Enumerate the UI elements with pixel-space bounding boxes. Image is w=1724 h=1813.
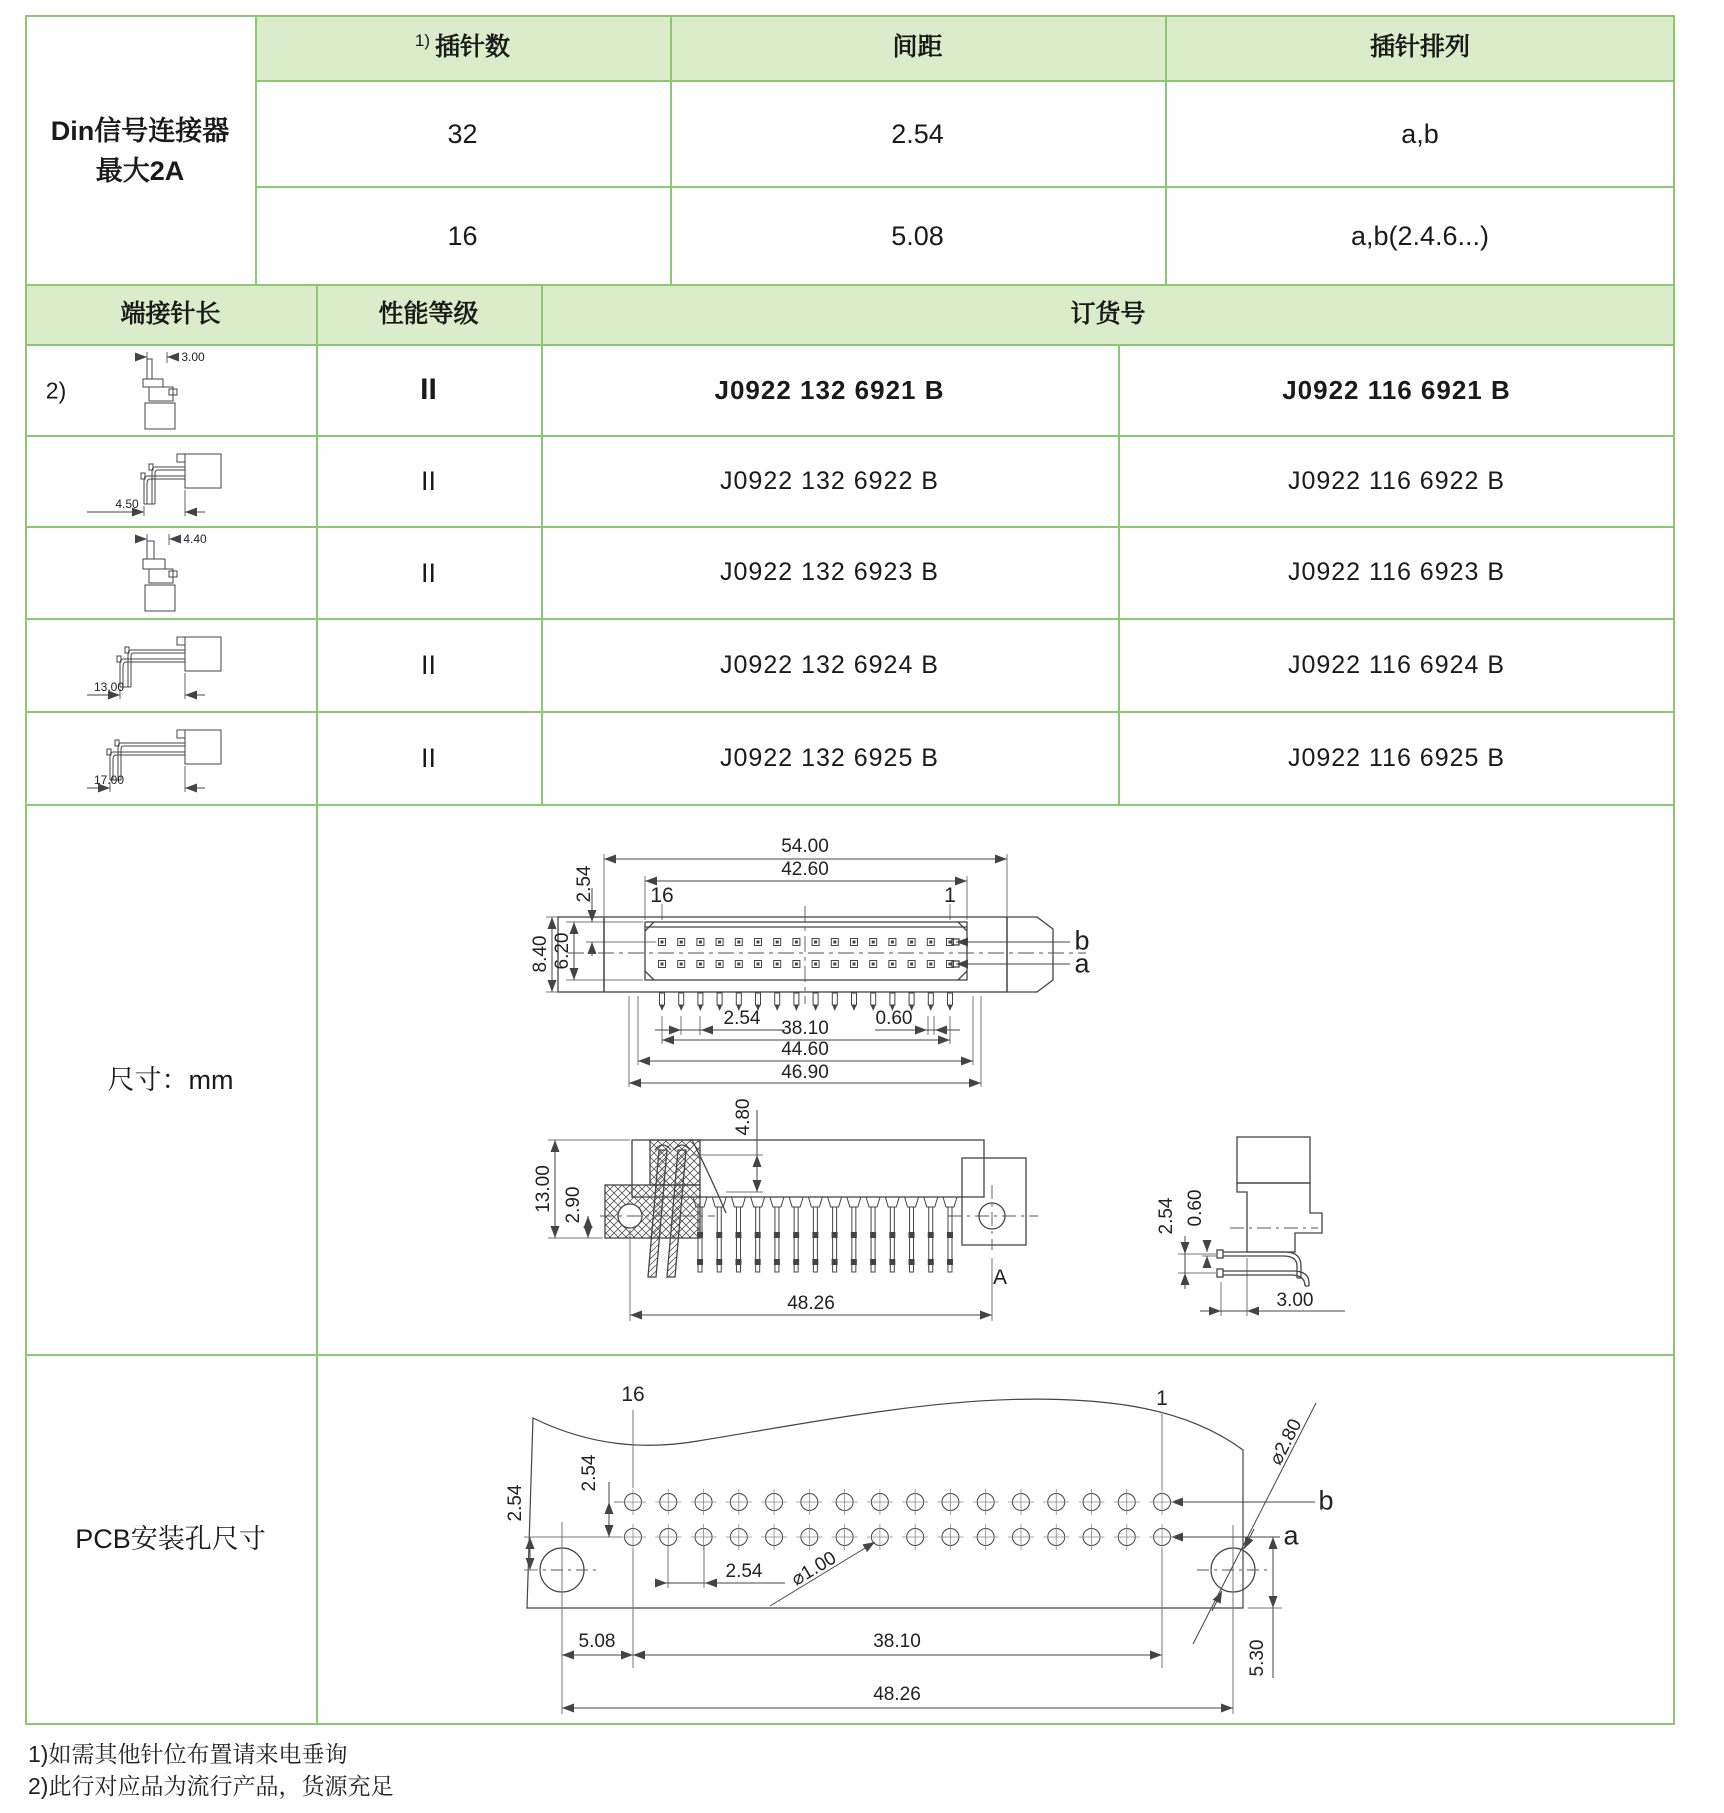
pin-length-drawing-angle-13mm bbox=[85, 623, 255, 707]
pcb-row-a-label: a bbox=[1283, 1520, 1299, 1551]
side-body bbox=[605, 1140, 1026, 1277]
dim-2.54-pitch-label: 2.54 bbox=[725, 1561, 763, 1582]
front-body bbox=[558, 917, 1053, 992]
front-view-drawing bbox=[530, 830, 1110, 1110]
table1-row1-arrangement: a,b bbox=[1401, 118, 1439, 149]
dim-13-label: 13.00 bbox=[533, 1165, 554, 1213]
dim-2.9-label: 2.90 bbox=[563, 1186, 584, 1224]
table1-row1-pins: 32 bbox=[447, 118, 478, 149]
table1-row2-pitch: 5.08 bbox=[891, 220, 944, 251]
mini-dim-label: 17.00 bbox=[93, 773, 125, 787]
dim-44.6-label: 44.60 bbox=[781, 1039, 829, 1060]
dim-dia1-label: ⌀1.00 bbox=[787, 1547, 841, 1591]
order-16-cell: J0922 116 6925 B bbox=[1287, 743, 1506, 772]
product-name-line1: Din信号连接器 bbox=[50, 115, 230, 146]
pin-length-drawing-vertical-3mm bbox=[85, 349, 255, 433]
table2-header-grade bbox=[316, 286, 541, 344]
side-view-drawing bbox=[530, 1085, 1110, 1350]
row1-footnote-marker: 2) bbox=[45, 377, 67, 404]
order-32-cell: J0922 132 6922 B bbox=[720, 466, 939, 495]
right-angle-view-drawing bbox=[1150, 1090, 1420, 1335]
dim-2.54-top-label: 2.54 bbox=[574, 865, 595, 903]
dim-54-label: 54.00 bbox=[781, 836, 829, 857]
order-16-cell: J0922 116 6924 B bbox=[1287, 650, 1506, 679]
dim-0.6-label: 0.60 bbox=[875, 1008, 913, 1029]
row-a-label: a bbox=[1074, 948, 1090, 979]
pin16-label: 16 bbox=[650, 884, 674, 907]
angle-body bbox=[1217, 1137, 1322, 1286]
mini-dim-label: 4.40 bbox=[183, 532, 207, 546]
front-centerlines bbox=[568, 906, 1086, 1004]
order-32-cell: J0922 132 6925 B bbox=[720, 743, 939, 772]
dim-2.54-pitch-label: 2.54 bbox=[723, 1008, 761, 1029]
dimensions-section-label: 尺寸：mm bbox=[107, 1064, 234, 1095]
dim-2.54-row-label: 2.54 bbox=[579, 1454, 600, 1492]
section-a-label: A bbox=[992, 1266, 1008, 1289]
angle-extension-lines bbox=[1178, 1254, 1247, 1316]
dim-46.9-label: 46.90 bbox=[781, 1062, 829, 1083]
pin-length-drawing-angle-4.5mm bbox=[85, 440, 255, 524]
grade-cell: II bbox=[420, 743, 436, 774]
pcb-dimension-lines bbox=[530, 1403, 1316, 1708]
dim-48.26-label: 48.26 bbox=[787, 1293, 835, 1314]
mini-dim-label: 4.50 bbox=[115, 497, 139, 511]
dim-3-label: 3.00 bbox=[1276, 1290, 1314, 1311]
dim-4.8-label: 4.80 bbox=[733, 1098, 754, 1136]
pin1-label: 1 bbox=[944, 884, 956, 907]
pcb-section-label: PCB安装孔尺寸 bbox=[75, 1524, 266, 1555]
pcb-pin1-label: 1 bbox=[1156, 1387, 1168, 1410]
pcb-board-outline bbox=[527, 1399, 1255, 1608]
pcb-row-b-label: b bbox=[1318, 1485, 1334, 1516]
table1-header-pins bbox=[255, 15, 670, 80]
pcb-pin16-label: 16 bbox=[621, 1383, 645, 1406]
dim-6.2-label: 6.20 bbox=[552, 932, 573, 970]
table1-header-arrangement bbox=[1165, 15, 1675, 80]
grade-cell: II bbox=[420, 650, 436, 681]
front-pin-array bbox=[659, 939, 954, 1012]
grade-cell: II bbox=[420, 557, 436, 588]
header-pitch-label: 间距 bbox=[892, 32, 943, 61]
dim-2.54-label: 2.54 bbox=[1156, 1197, 1177, 1235]
footnote-2: 2)此行对应品为流行产品，货源充足 bbox=[28, 1773, 394, 1799]
table1-row1-pitch: 2.54 bbox=[891, 118, 944, 149]
header-order-no-label: 订货号 bbox=[1070, 300, 1146, 329]
order-16-cell: J0922 116 6922 B bbox=[1287, 466, 1506, 495]
table2-header-order-no bbox=[541, 286, 1675, 344]
pcb-extension-lines bbox=[524, 1410, 1282, 1714]
order-16-cell: J0922 116 6921 B bbox=[1282, 374, 1511, 405]
dim-2.54-left-label: 2.54 bbox=[505, 1484, 526, 1522]
product-name-cell bbox=[25, 15, 255, 286]
dim-5.3-label: 5.30 bbox=[1247, 1639, 1268, 1677]
dim-0.6-label: 0.60 bbox=[1185, 1189, 1206, 1227]
table1-row2-pins: 16 bbox=[447, 220, 478, 251]
pcb-hole-array bbox=[620, 1489, 1175, 1550]
order-32-cell: J0922 132 6921 B bbox=[714, 374, 945, 405]
order-32-cell: J0922 132 6923 B bbox=[720, 558, 939, 587]
dim-dia2.8-label: ⌀2.80 bbox=[1265, 1415, 1307, 1469]
footnote-ref-1: 1) bbox=[414, 31, 431, 51]
header-grade-label: 性能等级 bbox=[378, 300, 479, 329]
pcb-hole-pattern-drawing bbox=[430, 1370, 1530, 1730]
table2-header-tail-length bbox=[25, 286, 316, 344]
mini-dim-label: 3.00 bbox=[181, 350, 205, 364]
pin-length-drawing-vertical-4.4mm bbox=[85, 531, 255, 615]
front-extension-lines bbox=[546, 854, 1007, 1087]
header-tail-length-label: 端接针长 bbox=[120, 300, 221, 329]
grade-cell: II bbox=[420, 466, 436, 497]
header-arrangement-label: 插针排列 bbox=[1369, 32, 1470, 61]
table1-header-pitch bbox=[670, 15, 1165, 80]
row-b-label: b bbox=[1074, 925, 1090, 956]
product-name-line2: 最大2A bbox=[95, 155, 185, 186]
order-32-cell: J0922 132 6924 B bbox=[720, 650, 939, 679]
mini-dim-label: 13.00 bbox=[93, 680, 125, 694]
footnote-1: 1)如需其他针位布置请来电垂询 bbox=[28, 1741, 348, 1767]
grade-cell: II bbox=[420, 373, 437, 407]
pin-length-drawing-angle-17mm bbox=[85, 716, 255, 800]
dim-38.1-label: 38.10 bbox=[781, 1018, 829, 1039]
dim-38.1-label: 38.10 bbox=[873, 1631, 921, 1652]
side-pin-array bbox=[693, 1197, 957, 1272]
dim-48.26-label: 48.26 bbox=[873, 1684, 921, 1705]
header-pins-label: 插针数 bbox=[435, 32, 511, 61]
table1-row2-arrangement: a,b(2.4.6...) bbox=[1350, 220, 1490, 251]
dim-5.08-label: 5.08 bbox=[578, 1631, 616, 1652]
dim-42.6-label: 42.60 bbox=[781, 859, 829, 880]
dim-8.4-label: 8.40 bbox=[530, 935, 551, 973]
order-16-cell: J0922 116 6923 B bbox=[1287, 558, 1506, 587]
